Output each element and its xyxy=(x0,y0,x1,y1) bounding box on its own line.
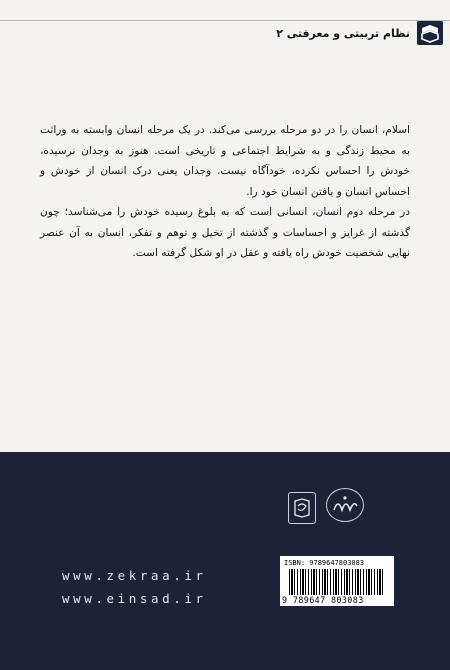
publisher-emblem-icon xyxy=(326,488,364,522)
publisher-logo-icon xyxy=(288,492,316,524)
barcode-bars xyxy=(289,569,385,595)
blurb-paragraph: در مرحله دوم انسان، انسانی است که به بلوغ رسیده خودش را می‌شناسد؛ چون گذشته از غرایز و احساسات و گذشته از تخیل و توهم و تفکر، انسان به آن عنصر نهایی شخصیت خودش راه یافته و عقل در او شکل گرفته است. xyxy=(40,206,410,259)
back-cover-blurb xyxy=(40,120,410,264)
series-title: نظام تربیتی و معرفتی ۲ xyxy=(276,27,410,40)
website-link[interactable]: www.einsad.ir xyxy=(62,591,207,606)
website-link[interactable]: www.zekraa.ir xyxy=(62,568,207,583)
blurb-paragraph: اسلام، انسان را در دو مرحله بررسی می‌کند. در یک مرحله انسان وابسته به وراثت به محیط زندگی و به شرایط اجتماعی و تاریخی است. هنوز به وجدان نرسیده، خودش را احساس نکرده، خودآگاه نیست. وجدان یعنی درک انسان از خودش و احساس انسان و یافتن انسان خود را. xyxy=(40,124,410,198)
barcode-number: 9 789647 803083 xyxy=(282,595,364,605)
series-logo-icon xyxy=(417,21,443,45)
isbn-barcode xyxy=(280,556,394,606)
isbn-label: ISBN: 978964780308З xyxy=(284,559,365,567)
